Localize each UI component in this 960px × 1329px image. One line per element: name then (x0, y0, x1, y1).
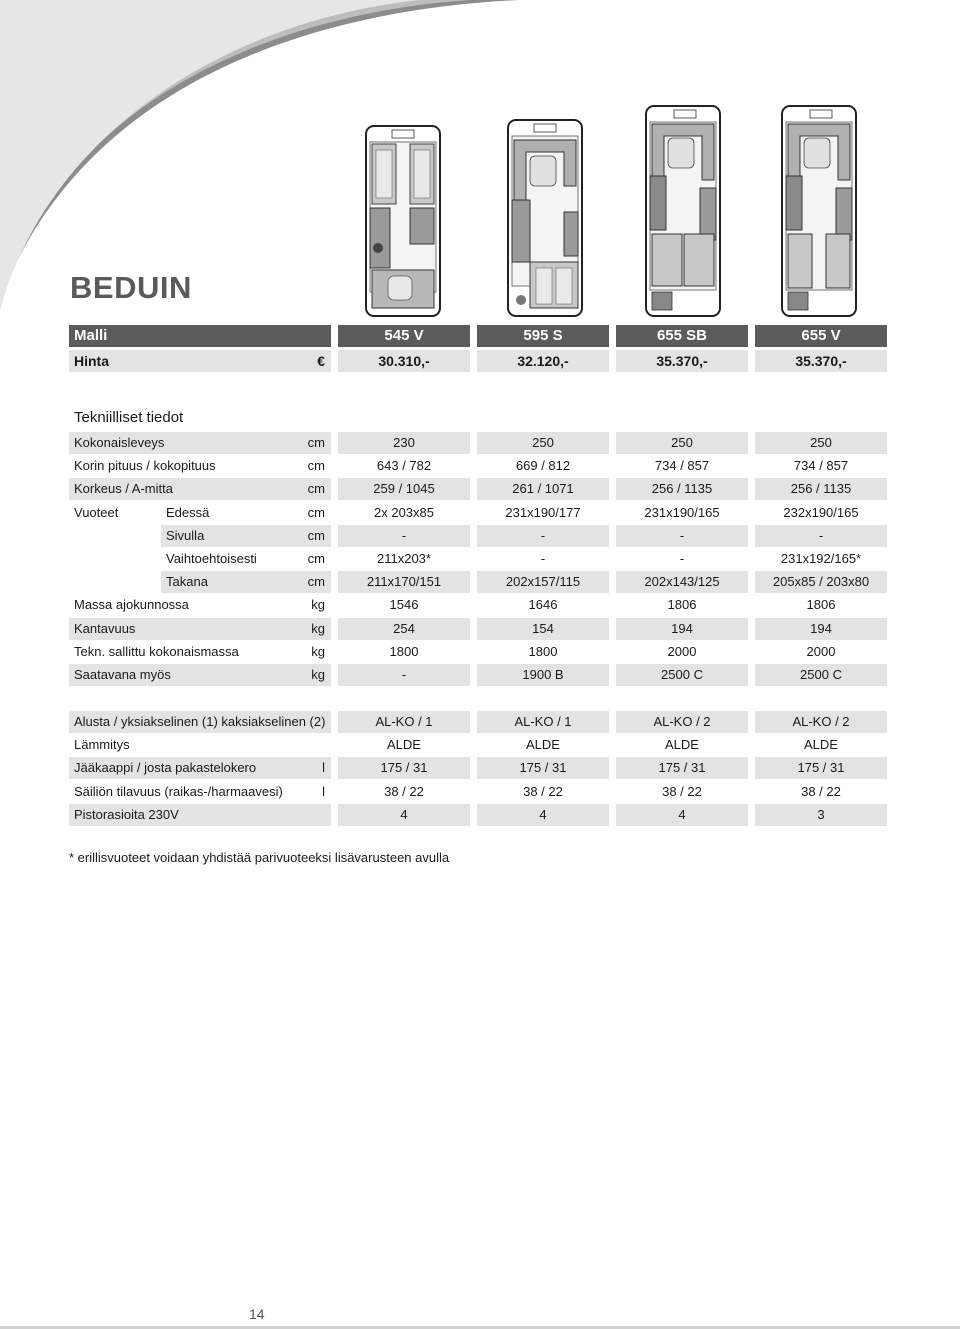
row-value: 38 / 22 (662, 783, 702, 799)
row-label: Kokonaisleveys (74, 435, 165, 450)
row-label: Jääkaappi / josta pakastelokero (74, 760, 257, 776)
spec-row (69, 664, 891, 686)
row-value: AL-KO / 2 (616, 711, 748, 733)
model-name: 655 V (755, 325, 887, 347)
row-value: 3 (755, 804, 887, 826)
row-value: 1806 (806, 597, 836, 613)
row-label-cell (69, 664, 331, 686)
equipment-row (69, 711, 891, 733)
row-label: Kantavuus (74, 620, 136, 636)
row-value: 194 (755, 618, 887, 640)
spec-row (69, 455, 891, 477)
row-unit: kg (311, 620, 325, 636)
equipment-row (69, 734, 891, 756)
row-value: 4 (477, 804, 609, 826)
row-unit: cm (307, 435, 325, 450)
price-value: 32.120,- (477, 350, 609, 372)
row-value: 1646 (528, 597, 558, 613)
row-label-cell (69, 548, 331, 570)
row-unit: cm (307, 551, 325, 566)
row-value: 231x192/165* (780, 551, 862, 566)
row-label: Tekn. sallittu kokonaismassa (74, 643, 239, 659)
row-unit: l (322, 783, 325, 799)
equipment-row (69, 757, 891, 779)
currency-symbol: € (317, 353, 325, 369)
row-value: - (755, 525, 887, 547)
row-value: 38 / 22 (384, 783, 424, 799)
model-name: 595 S (477, 325, 609, 347)
price-value: 35.370,- (616, 350, 748, 372)
row-value: 202x157/115 (477, 571, 609, 593)
row-value: 1806 (667, 597, 697, 613)
row-value: 231x190/177 (505, 504, 581, 520)
row-value: 175 / 31 (616, 757, 748, 779)
spec-row (69, 641, 891, 663)
row-label: Vuoteet (74, 504, 119, 520)
row-value: 4 (616, 804, 748, 826)
row-label: Korkeus / A-mitta (74, 481, 173, 497)
row-value: ALDE (387, 737, 421, 753)
row-value: 2500 C (616, 664, 748, 686)
row-unit: kg (311, 643, 325, 659)
row-value: 256 / 1135 (616, 478, 748, 500)
row-value: 2x 203x85 (374, 504, 434, 520)
row-value: 1800 (389, 643, 419, 659)
row-unit: cm (307, 481, 325, 497)
row-value: AL-KO / 2 (755, 711, 887, 733)
spec-row (69, 594, 891, 616)
row-label-cell (69, 641, 331, 663)
header-label: Malli (69, 325, 331, 347)
price-row (69, 350, 891, 372)
spec-row (69, 478, 891, 500)
model-name: 655 SB (616, 325, 748, 347)
row-label: Säiliön tilavuus (raikas-/harmaavesi) (74, 783, 283, 799)
row-value: ALDE (804, 737, 838, 753)
floor-plan-655v (782, 106, 856, 316)
row-value: 259 / 1045 (338, 478, 470, 500)
row-value: 175 / 31 (338, 757, 470, 779)
row-value: 211x170/151 (338, 571, 470, 593)
row-value: 250 (477, 432, 609, 454)
row-label-cell (69, 478, 331, 500)
row-value: 202x143/125 (616, 571, 748, 593)
row-value: 194 (616, 618, 748, 640)
spec-row (69, 618, 891, 640)
row-value: 1900 B (477, 664, 609, 686)
row-value: 250 (755, 432, 887, 454)
row-value: 734 / 857 (793, 458, 849, 474)
row-value: AL-KO / 1 (338, 711, 470, 733)
section-title: Tekniilliset tiedot (74, 409, 184, 426)
row-value: 2500 C (755, 664, 887, 686)
row-unit: cm (307, 574, 325, 590)
row-value: - (616, 525, 748, 547)
price-label (69, 350, 331, 372)
row-value: AL-KO / 1 (477, 711, 609, 733)
row-unit: kg (311, 667, 325, 682)
row-label: Saatavana myös (74, 667, 171, 682)
row-label-cell (69, 711, 331, 733)
row-value: - (338, 664, 470, 686)
equipment-row (69, 804, 891, 826)
row-value: - (540, 551, 546, 566)
row-value: 254 (338, 618, 470, 640)
row-label: Pistorasioita 230V (74, 806, 179, 822)
row-sublabel: Edessä (166, 504, 210, 520)
header-row (69, 325, 891, 347)
row-value: 1800 (528, 643, 558, 659)
row-value: 734 / 857 (654, 458, 710, 474)
row-label-cell (69, 618, 331, 640)
row-value: 232x190/165 (783, 504, 859, 520)
row-label: Massa ajokunnossa (74, 597, 189, 613)
row-label-cell (69, 781, 331, 803)
page-title: BEDUIN (70, 270, 192, 305)
row-value: 261 / 1071 (477, 478, 609, 500)
row-label-cell (69, 432, 331, 454)
spec-row (69, 525, 891, 547)
floor-plan-595s (508, 120, 582, 316)
row-value: - (679, 551, 685, 566)
row-value: ALDE (665, 737, 699, 753)
row-label: Lämmitys (74, 737, 130, 753)
row-unit: l (322, 760, 325, 776)
footnote: * erillisvuoteet voidaan yhdistää parivuoteeksi lisävarusteen avulla (69, 850, 450, 865)
row-value: 230 (338, 432, 470, 454)
row-value: - (477, 525, 609, 547)
row-value: 211x203* (377, 551, 431, 566)
row-value: 175 / 31 (755, 757, 887, 779)
row-sublabel: Vaihtoehtoisesti (166, 551, 257, 566)
row-unit: cm (307, 527, 325, 543)
model-name: 545 V (338, 325, 470, 347)
spec-row (69, 571, 891, 593)
price-value: 30.310,- (338, 350, 470, 372)
row-label-cell (69, 502, 331, 524)
row-value: 154 (477, 618, 609, 640)
row-value: 643 / 782 (376, 458, 432, 474)
row-value: 256 / 1135 (755, 478, 887, 500)
row-label: Korin pituus / kokopituus (74, 458, 216, 474)
row-label-cell (69, 594, 331, 616)
row-label-cell (69, 525, 331, 547)
row-value: 38 / 22 (523, 783, 563, 799)
row-value: 1546 (389, 597, 419, 613)
row-value: 205x85 / 203x80 (755, 571, 887, 593)
floor-plan-545v (366, 126, 440, 316)
row-value: 2000 (667, 643, 697, 659)
row-label-cell (69, 804, 331, 826)
page-number: 14 (249, 1306, 265, 1322)
row-label-cell (69, 734, 331, 756)
price-value: 35.370,- (755, 350, 887, 372)
row-label-cell (69, 571, 331, 593)
row-value: 38 / 22 (801, 783, 841, 799)
row-value: 175 / 31 (477, 757, 609, 779)
row-value: 669 / 812 (515, 458, 571, 474)
row-sublabel: Sivulla (166, 527, 205, 543)
row-value: - (338, 525, 470, 547)
spec-row (69, 502, 891, 524)
row-sublabel: Takana (166, 574, 208, 590)
row-value: 2000 (806, 643, 836, 659)
spec-row (69, 548, 891, 570)
row-label-cell (69, 757, 331, 779)
row-unit: kg (311, 597, 325, 613)
row-unit: cm (307, 504, 325, 520)
spec-row (69, 432, 891, 454)
price-label-text: Hinta (74, 353, 109, 369)
equipment-row (69, 781, 891, 803)
row-unit: cm (307, 458, 325, 474)
row-value: 250 (616, 432, 748, 454)
row-value: 4 (338, 804, 470, 826)
row-label: Alusta / yksiakselinen (1) kaksiakselinen (2) (74, 714, 326, 729)
row-value: 231x190/165 (644, 504, 720, 520)
floor-plan-655sb (646, 106, 720, 316)
row-label-cell (69, 455, 331, 477)
row-value: ALDE (526, 737, 560, 753)
